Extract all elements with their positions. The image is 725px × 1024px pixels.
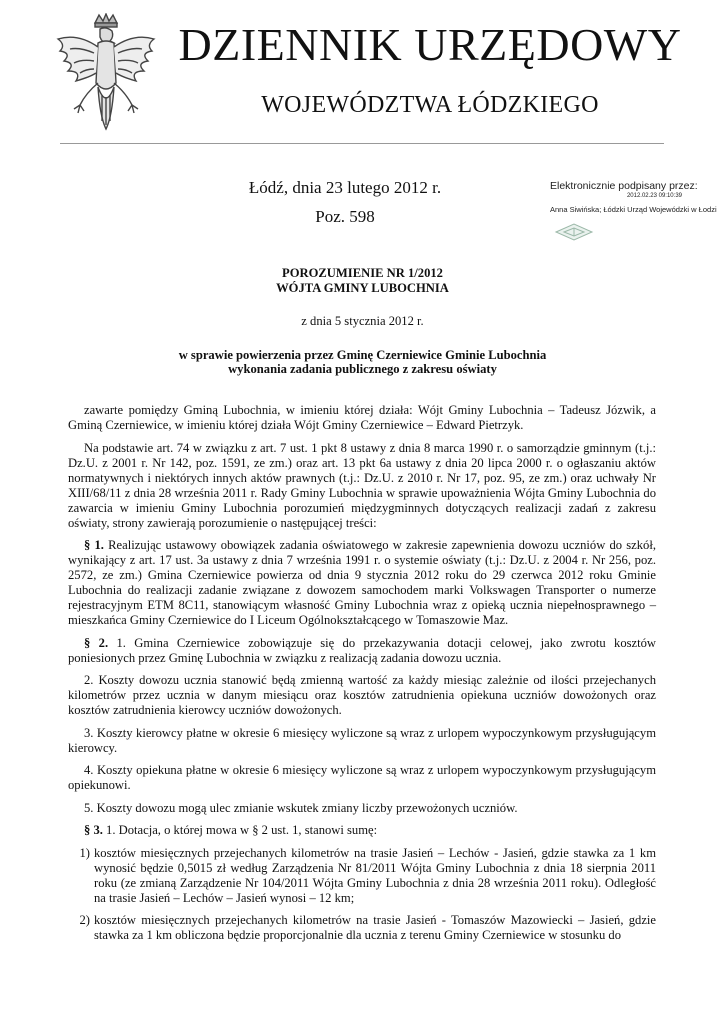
section-3-text: 1. Dotacja, o której mowa w § 2 ust. 1, stanowi sumę: xyxy=(102,823,378,837)
section-3-paragraph xyxy=(68,823,656,838)
list-item xyxy=(68,913,656,943)
signature-signer: Anna Siwińska; Łódzki Urząd Wojewódzki w Łodzi xyxy=(550,205,717,214)
document-date: z dnia 5 stycznia 2012 r. xyxy=(301,314,424,328)
list-item-number: 1) xyxy=(79,845,90,860)
section-1-mark: § 1. xyxy=(84,538,104,552)
signature-label: Elektronicznie podpisany przez: xyxy=(550,180,698,192)
legal-basis-paragraph: Na podstawie art. 74 w związku z art. 7 ust. 1 pkt 8 ustawy z dnia 8 marca 1990 r. o samorządzie gminnym (t.j.: Dz.U. z 2001 r. Nr 142, poz. 1591, ze zm.) oraz art. 13 pkt 6a ustawy z dnia 20 lipca 2000 r. o ogłaszaniu aktów normatywnych i niektórych innych aktów prawnych (t.j.: Dz.U. z 2010 r. Nr 17, poz. 95, ze zm.) oraz uchwały Nr XIII/68/11 z dnia 28 września 2011 r. Rady Gminy Lubochnia w sprawie upoważnienia Wójta Gminy Lubochnia do zawarcia w imieniu Gminy Lubochnia porozumień międzygminnych dotyczących realizacji zadań z zakresu oświaty, strony zawierają porozumienie o następującej treści: xyxy=(68,440,656,530)
intro-paragraph: zawarte pomiędzy Gminą Lubochnia, w imieniu której działa: Wójt Gminy Lubochnia – Tadeusz Józwik, a Gminą Czerniewice, w imieniu której działa Wójt Gminy Czerniewice – Edward Pietrzyk. xyxy=(68,403,656,432)
document-issuer: WÓJTA GMINY LUBOCHNIA xyxy=(276,281,449,295)
eagle-emblem-icon xyxy=(50,13,162,141)
section-2-point-5: 5. Koszty dowozu mogą ulec zmianie wskutek zmiany liczby przewożonych uczniów. xyxy=(84,800,518,815)
list-item-text: kosztów miesięcznych przejechanych kilometrów na trasie Jasień – Lechów - Jasień, gdzie stawka za 1 km wynosić będzie 0,5015 zł według Zarządzenia Nr 81/2011 Wójta Gminy Lubochnia z dnia 18 sierpnia 2011 roku (ze zmianą Zarządzenie Nr 104/2011 Wójta Gminy Lubochnia z dnia 28 września 2011 roku). Odległość na trasie Jasień – Lechów – Jasień wynosi – 12 km; xyxy=(94,845,656,905)
section-2-paragraph xyxy=(68,636,656,666)
section-2-point-3: 3. Koszty kierowcy płatne w okresie 6 miesięcy wyliczone są wraz z urlopem wypoczynkowym przysługującym kierowcy. xyxy=(68,725,656,755)
document-subject-line-1: w sprawie powierzenia przez Gminę Czerniewice Gminie Lubochnia xyxy=(178,348,547,362)
section-1-text: Realizując ustawowy obowiązek zadania oświatowego w zakresie zapewnienia dowozu uczniów do szkół, wynikający z art. 17 ust. 3a ustawy z dnia 7 września 1991 r. o systemie oświaty (t.j.: Dz.U. z 2004 r. Nr 256, poz. 2572, ze zm.) Gmina Czerniewice powierza od dnia 9 stycznia 2012 roku do 29 czerwca 2012 roku Gminie Lubochnia do realizacji zadanie związane z dowozem samochodem marki Volkswagen Transporter o numerze rejestracyjnym ETM 8C11, stanowiącym własność Gminy Lubochnia wraz z opieką ucznia niepełnosprawnego – mieszkańca Gminy Czerniewice do I Liceum Ogólnokształcącego w Tomaszowie Maz. xyxy=(68,538,657,627)
document-body xyxy=(68,403,656,951)
section-2-mark: § 2. xyxy=(84,635,109,650)
document-subject-line-2: wykonania zadania publicznego z zakresu oświaty xyxy=(228,362,497,376)
masthead-title: DZIENNIK URZĘDOWY xyxy=(178,19,682,70)
section-2-point-2: 2. Koszty dowozu ucznia stanowić będą zmienną wartość za każdy miesiąc zależnie od ilości przejechanych kilometrów przez ucznia w danym miesiącu oraz kosztów zatrudnienia opiekuna uczniów dowożonych oraz kosztów zatrudnienia kierowcy uczniów dowożonych. xyxy=(68,673,656,717)
section-2-text: 1. Gmina Czerniewice zobowiązuje się do przekazywania dotacji celowej, jako zwrotu kosztów poniesionych przez Gminę Lubochnia w związku z realizacją zadania dowozu ucznia. xyxy=(68,635,656,665)
issue-position: Poz. 598 xyxy=(315,207,375,226)
list-item-number: 2) xyxy=(79,913,90,927)
electronic-signature xyxy=(550,180,725,214)
signature-stamp-icon xyxy=(554,222,594,242)
masthead-divider xyxy=(60,143,664,144)
list-item xyxy=(68,846,656,906)
masthead-subtitle: WOJEWÓDZTWA ŁÓDZKIEGO xyxy=(261,92,599,118)
section-3-mark: § 3. xyxy=(84,823,103,837)
signature-timestamp: 2012.02.23 09:10:39 xyxy=(626,193,682,199)
section-2-point-4: 4. Koszty opiekuna płatne w okresie 6 miesięcy wyliczone są wraz z urlopem wypoczynkowym przysługującym opiekunowi. xyxy=(68,763,656,792)
document-title: POROZUMIENIE NR 1/2012 xyxy=(282,266,443,280)
issue-date: Łódź, dnia 23 lutego 2012 r. xyxy=(248,178,442,197)
list-item-text: kosztów miesięcznych przejechanych kilometrów na trasie Jasień - Tomaszów Mazowiecki – Jasień, gdzie stawka za 1 km obliczona będzie proporcjonalnie dla ucznia z terenu Gminy Czerniewice w stosunku do xyxy=(94,913,656,942)
section-1-paragraph xyxy=(68,538,656,628)
